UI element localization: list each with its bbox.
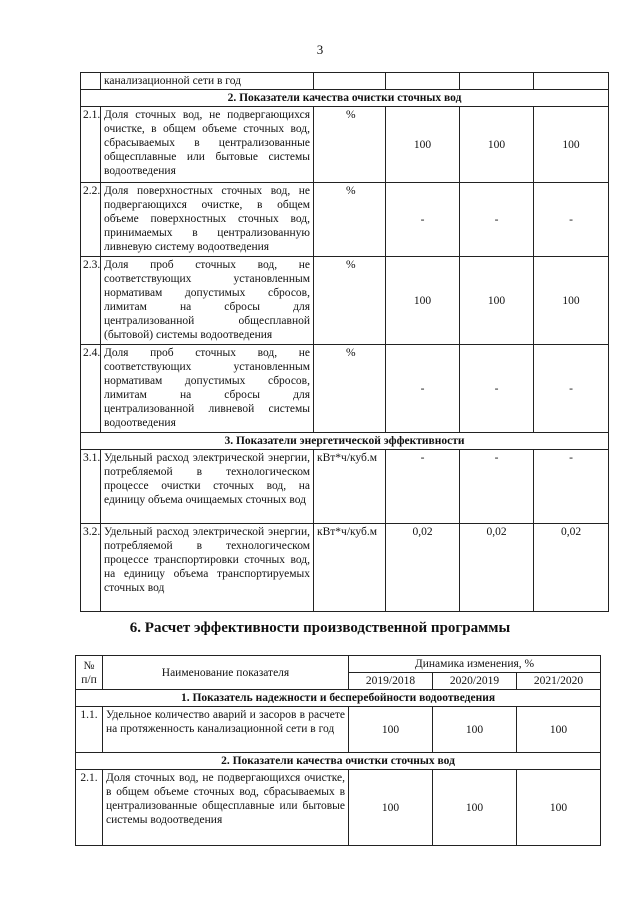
col-name-header: Наименование показателя: [103, 656, 349, 690]
table-row: 1.1. Удельное количество аварий и засоров в расчете на протяженность канализационной сети в год 100 100 100: [76, 707, 601, 753]
table-row: 3.2. Удельный расход электрической энергии, потребляемой в технологическом процессе транспортировки сточных вод, на единицу объема транспортируемых сточных вод кВт*ч/куб.м 0,02 0,02 0,02: [81, 524, 609, 612]
t2-section1-title: 1. Показатель надежности и бесперебойности водоотведения: [76, 690, 601, 707]
table-row: 2.1. Доля сточных вод, не подвергающихся очистке, в общем объеме сточных вод, сбрасываемых в централизованные общесплавные или бытовые системы водоотведения 100 100 100: [76, 770, 601, 846]
table-header-row: [76, 656, 601, 673]
section3-title: 3. Показатели энергетической эффективности: [81, 433, 609, 450]
page-number: 3: [316, 42, 324, 57]
table-row: 2.1. Доля сточных вод, не подвергающихся очистке, в общем объеме сточных вод, сбрасываемых в централизованные общесплавные или бытовые системы водоотведения % 100 100 100: [81, 107, 609, 183]
table-row: 2.2. Доля поверхностных сточных вод, не подвергающихся очистке, в общем объеме поверхностных сточных вод, принимаемых в централизованную ливневую систему водоотведения % - - -: [81, 183, 609, 257]
continuation-text: канализационной сети в год: [101, 73, 314, 90]
section-header-row: [76, 690, 601, 707]
section-header-row: [81, 90, 609, 107]
section-header-row: [76, 753, 601, 770]
col-dynamics-header: Динамика изменения, %: [349, 656, 601, 673]
year-header: 2021/2020: [517, 673, 601, 690]
col-num-header: № п/п: [76, 656, 103, 690]
table-row: [81, 73, 609, 90]
year-header: 2019/2018: [349, 673, 433, 690]
t2-section2-title: 2. Показатели качества очистки сточных вод: [76, 753, 601, 770]
table-row: 2.4. Доля проб сточных вод, не соответствующих установленным нормативам допустимых сбросов, лимитам на сбросы для централизованной ливневой системы водоотведения % - - -: [81, 345, 609, 433]
year-header: 2020/2019: [433, 673, 517, 690]
section-header-row: [81, 433, 609, 450]
section2-title: 2. Показатели качества очистки сточных вод: [81, 90, 609, 107]
table-row: 2.3. Доля проб сточных вод, не соответствующих установленным нормативам допустимых сбросов, лимитам на сбросы для централизованной общесплавной (бытовой) системы водоотведения % 100 100 100: [81, 257, 609, 345]
section6-heading: 6. Расчет эффективности производственной программы: [129, 620, 511, 636]
efficiency-table: [75, 655, 601, 846]
indicators-table-continued: [80, 72, 609, 612]
table-row: 3.1. Удельный расход электрической энергии, потребляемой в технологическом процессе очистки сточных вод, на единицу объема очищаемых сточных вод кВт*ч/куб.м - - -: [81, 450, 609, 524]
